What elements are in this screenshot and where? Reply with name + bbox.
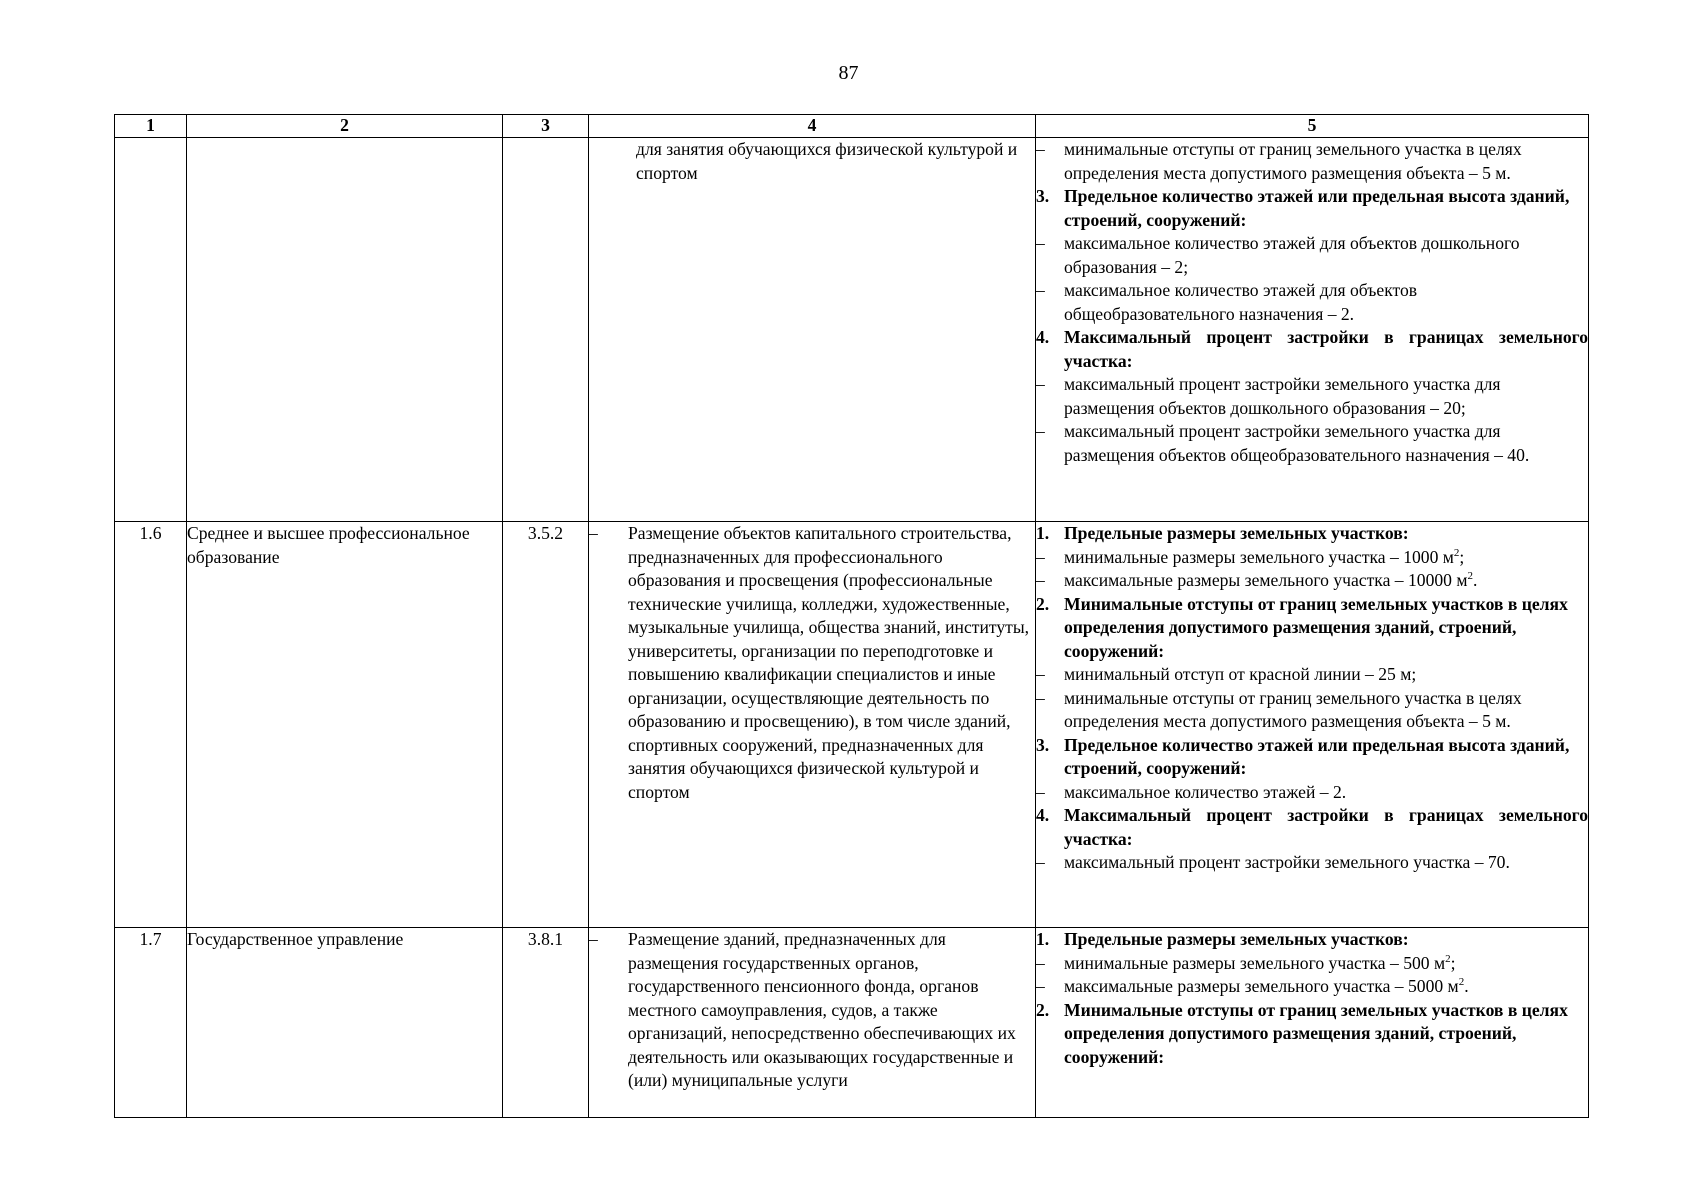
parameter-text-main: максимальный процент застройки земельного участка для размещения объектов дошкольного образования – 20; [1064, 374, 1501, 418]
use-description-cell [589, 522, 1036, 928]
zoning-table [114, 114, 1589, 1118]
parameter-text [1064, 687, 1588, 734]
parameter-text-main: минимальные размеры земельного участка – 1000 м [1064, 546, 1454, 567]
parameter-text-main: максимальное количество этажей для объектов общеобразовательного назначения – 2. [1064, 280, 1418, 324]
use-description-text: Размещение зданий, предназначенных для размещения государственных органов, государственного пенсионного фонда, органов местного самоуправления, судов, а также организаций, непосредственно обеспечивающих их деятельность или оказывающих государственные и (или) муниципальные услуги [628, 929, 1016, 1090]
table-header-row [115, 115, 1589, 138]
parameter-text-main: максимальные размеры земельного участка – 5000 м [1064, 976, 1459, 996]
parameter-text-main: Предельное количество этажей или предельная высота зданий, строений, сооружений: [1064, 186, 1570, 230]
parameter-heading [1036, 522, 1588, 546]
parameter-text-tail: . [1464, 976, 1469, 996]
header-cell: 2 [187, 115, 503, 138]
superscript: 2 [1445, 952, 1451, 965]
list-marker: – [1036, 952, 1045, 973]
parameter-text-main: Предельное количество этажей или предельная высота зданий, строений, сооружений: [1064, 734, 1570, 778]
list-marker: – [1036, 852, 1045, 872]
parameter-text [1064, 522, 1588, 546]
parameter-text [1064, 185, 1588, 232]
header-cell: 4 [589, 115, 1036, 138]
parameter-text [1064, 999, 1588, 1070]
page-number: 87 [838, 62, 859, 84]
parameter-text-main: минимальный отступ от красной линии – 25 м; [1064, 664, 1417, 684]
parameter-text-tail: . [1473, 570, 1478, 590]
list-marker: 3. [1036, 186, 1050, 206]
parameter-heading [1036, 185, 1588, 232]
parameter-heading [1036, 734, 1588, 781]
list-marker: – [1036, 570, 1045, 590]
parameter-item [1036, 687, 1588, 734]
parameter-item [1036, 663, 1588, 687]
list-marker: 2. [1036, 999, 1050, 1020]
parameter-item [1036, 781, 1588, 805]
use-code-cell [503, 138, 589, 522]
parameter-text [1064, 326, 1588, 373]
parameter-text [1064, 569, 1588, 593]
dash-marker: – [589, 929, 598, 949]
parameter-item [1036, 373, 1588, 420]
dash-marker: – [589, 523, 598, 543]
parameter-item [1036, 952, 1588, 976]
parameter-text-main: максимальное количество этажей – 2. [1064, 781, 1347, 802]
list-marker: 4. [1036, 327, 1050, 347]
parameter-text-main: минимальные размеры земельного участка – 500 м [1064, 952, 1446, 973]
parameter-text-main: максимальное количество этажей для объектов дошкольного образования – 2; [1064, 233, 1520, 277]
parameter-text [1064, 138, 1588, 185]
parameter-item [1036, 975, 1588, 999]
use-description-item [589, 928, 1035, 1093]
use-code-cell: 3.8.1 [503, 928, 589, 1118]
use-description-text: для занятия обучающихся физической культурой и спортом [636, 139, 1018, 183]
parameter-text-main: максимальный процент застройки земельного участка – 70. [1064, 852, 1510, 872]
list-marker: – [1036, 546, 1045, 567]
row-number-cell: 1.6 [115, 522, 187, 928]
parameter-heading [1036, 804, 1588, 851]
list-marker: – [1036, 233, 1045, 253]
use-description-item [589, 522, 1035, 804]
list-marker: 3. [1036, 734, 1050, 755]
parameter-text-main: максимальные размеры земельного участка – 10000 м [1064, 570, 1468, 590]
list-marker: 4. [1036, 805, 1050, 825]
superscript: 2 [1467, 570, 1473, 583]
list-marker: – [1036, 687, 1045, 708]
parameter-text [1064, 420, 1588, 467]
list-marker: 2. [1036, 593, 1050, 614]
header-cell: 5 [1036, 115, 1589, 138]
parameter-text [1064, 804, 1588, 851]
parameters-cell [1036, 522, 1589, 928]
use-code-cell: 3.5.2 [503, 522, 589, 928]
parameter-text-main: максимальный процент застройки земельного участка для размещения объектов общеобразовательного назначения – 40. [1064, 421, 1530, 465]
parameter-text [1064, 232, 1588, 279]
parameter-text-main: Предельные размеры земельных участков: [1064, 929, 1409, 949]
parameter-item [1036, 546, 1588, 570]
use-name-cell [187, 138, 503, 522]
parameter-text [1064, 928, 1588, 952]
list-marker: – [1036, 781, 1045, 802]
header-cell: 1 [115, 115, 187, 138]
parameter-text-main: минимальные отступы от границ земельного участка в целях определения места допустимого размещения объекта – 5 м. [1064, 687, 1522, 731]
parameter-text [1064, 373, 1588, 420]
parameter-heading [1036, 999, 1588, 1070]
list-marker: – [1036, 280, 1045, 300]
parameter-text [1064, 663, 1588, 687]
list-marker: 1. [1036, 523, 1050, 543]
table-row [115, 928, 1589, 1118]
parameter-text-main: Минимальные отступы от границ земельных участков в целях определения допустимого размещения зданий, строений, сооружений: [1064, 593, 1568, 661]
parameter-item [1036, 851, 1588, 875]
parameter-text [1064, 593, 1588, 664]
parameter-text-main: Предельные размеры земельных участков: [1064, 523, 1409, 543]
parameter-item [1036, 138, 1588, 185]
parameter-heading [1036, 326, 1588, 373]
parameter-text-main: минимальные отступы от границ земельного участка в целях определения места допустимого размещения объекта – 5 м. [1064, 139, 1522, 183]
parameter-text [1064, 546, 1588, 570]
parameter-item [1036, 420, 1588, 467]
parameter-text-main: Минимальные отступы от границ земельных участков в целях определения допустимого размещения зданий, строений, сооружений: [1064, 999, 1568, 1067]
parameters-list [1036, 522, 1588, 875]
parameters-cell [1036, 138, 1589, 522]
parameter-text [1064, 851, 1588, 875]
parameter-item [1036, 569, 1588, 593]
header-cell: 3 [503, 115, 589, 138]
parameter-text-main: Максимальный процент застройки в границах земельного участка: [1064, 327, 1588, 371]
use-description-cell [589, 928, 1036, 1118]
parameter-item [1036, 279, 1588, 326]
table-row [115, 522, 1589, 928]
row-number-cell: 1.7 [115, 928, 187, 1118]
list-marker: – [1036, 976, 1045, 996]
parameter-heading [1036, 593, 1588, 664]
list-marker: – [1036, 421, 1045, 441]
use-description-text: Размещение объектов капитального строительства, предназначенных для профессионального образования и просвещения (профессиональные технические училища, колледжи, художественные, музыкальные училища, общества знаний, институты, университеты, организации по переподготовке и повышению квалификации специалистов и иные организации, осуществляющие деятельность по образованию и просвещению), в том числе зданий, спортивных сооружений, предназначенных для занятия обучающихся физической культурой и спортом [628, 523, 1030, 802]
parameter-text [1064, 734, 1588, 781]
superscript: 2 [1458, 976, 1465, 989]
parameter-text [1064, 975, 1588, 999]
list-marker: – [1036, 664, 1045, 684]
parameters-list [1036, 928, 1588, 1069]
parameter-text-tail: ; [1450, 952, 1456, 973]
use-description-cell [589, 138, 1036, 522]
parameters-cell [1036, 928, 1589, 1118]
parameter-heading [1036, 928, 1588, 952]
parameter-text [1064, 781, 1588, 805]
row-number-cell [115, 138, 187, 522]
parameter-text-tail: ; [1459, 546, 1465, 567]
list-marker: – [1036, 139, 1045, 159]
use-name-cell: Государственное управление [187, 928, 503, 1118]
list-marker: – [1036, 374, 1045, 394]
superscript: 2 [1453, 546, 1460, 559]
parameter-item [1036, 232, 1588, 279]
parameter-text [1064, 952, 1588, 976]
parameters-list [1036, 138, 1588, 467]
parameter-text [1064, 279, 1588, 326]
use-name-cell: Среднее и высшее профессиональное образование [187, 522, 503, 928]
table-row [115, 138, 1589, 522]
list-marker: 1. [1036, 929, 1050, 949]
parameter-text-main: Максимальный процент застройки в границах земельного участка: [1064, 805, 1588, 849]
